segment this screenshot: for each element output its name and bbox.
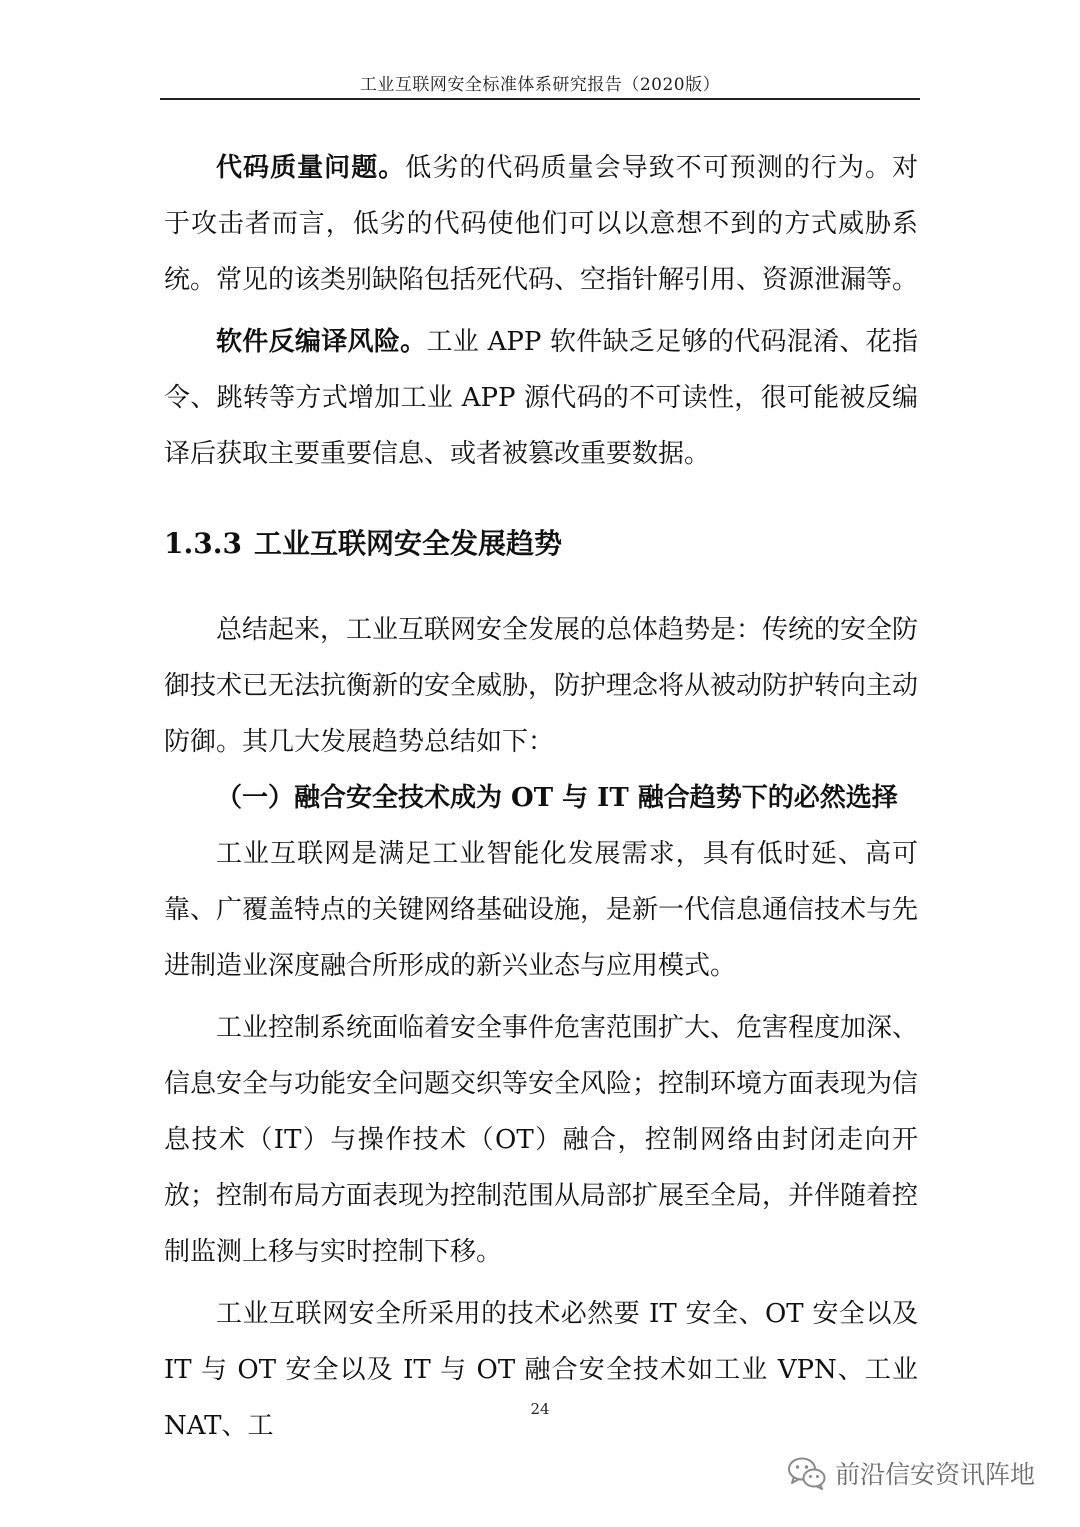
paragraph-lead: 软件反编译风险。 [216,327,427,357]
paragraph-code-quality [164,140,918,308]
section-number: 1.3.3 [164,527,242,560]
body-paragraph: 工业互联网安全所采用的技术必然要 IT 安全、OT 安全以及 IT 与 OT 安全以及 IT 与 OT 融合安全技术如工业 VPN、工业 NAT、工 [164,1299,918,1441]
paragraph-text: 低劣的代码质量会导致不可预测的行为。对于攻击者而言，低劣的代码使他们可以以意想不到的方式威胁系统。常见的该类别缺陷包括死代码、空指针解引用、资源泄漏等。 [164,153,919,295]
paragraph-text: 工业 APP 软件缺乏足够的代码混淆、花指令、跳转等方式增加工业 APP 源代码的不可读性，很可能被反编译后获取主要重要信息、或者被篡改重要数据。 [164,327,918,469]
wechat-icon [787,1456,827,1490]
header-rule [160,98,920,100]
paragraph-decompile-risk [164,314,918,482]
section-title: 工业互联网安全发展趋势 [253,527,562,560]
watermark-text: 前沿信安资讯阵地 [835,1460,1036,1489]
section-heading [164,516,918,572]
subheading: （一）融合安全技术成为 OT 与 IT 融合趋势下的必然选择 [216,783,898,813]
page-content [164,140,918,1454]
paragraph-lead: 代码质量问题。 [216,153,406,183]
body-paragraph: 工业互联网是满足工业智能化发展需求，具有低时延、高可靠、广覆盖特点的关键网络基础设施，是新一代信息通信技术与先进制造业深度融合所形成的新兴业态与应用模式。 [164,839,919,981]
page-number: 24 [530,1400,550,1418]
section-intro: 总结起来，工业互联网安全发展的总体趋势是：传统的安全防御技术已无法抗衡新的安全威胁，防护理念将从被动防护转向主动防御。其几大发展趋势总结如下： [164,615,919,757]
running-header: 工业互联网安全标准体系研究报告（2020版） [359,75,721,95]
body-paragraph: 工业控制系统面临着安全事件危害范围扩大、危害程度加深、信息安全与功能安全问题交织等安全风险；控制环境方面表现为信息技术（IT）与操作技术（OT）融合，控制网络由封闭走向开放；控制布局方面表现为控制范围从局部扩展至全局，并伴随着控制监测上移与实时控制下移。 [164,1013,919,1267]
watermark [787,1455,1035,1491]
